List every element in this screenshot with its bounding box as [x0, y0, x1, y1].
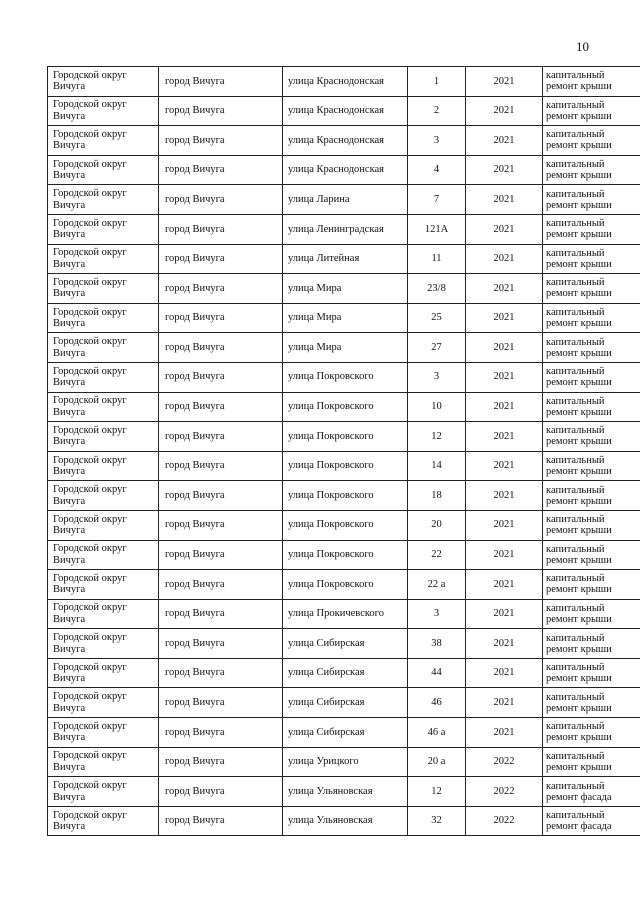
house-number-cell: 121А [408, 214, 466, 244]
street-cell: улица Покровского [283, 481, 408, 511]
year-cell: 2022 [466, 747, 543, 777]
municipality-cell: Городской округ Вичуга [48, 185, 159, 215]
work-type-cell: капитальный ремонт крыши [543, 570, 640, 600]
street-cell: улица Покровского [283, 540, 408, 570]
work-type-cell: капитальный ремонт крыши [543, 96, 640, 126]
city-cell: город Вичуга [159, 688, 283, 718]
work-type-cell: капитальный ремонт крыши [543, 688, 640, 718]
year-cell: 2021 [466, 362, 543, 392]
city-cell: город Вичуга [159, 185, 283, 215]
street-cell: улица Мира [283, 303, 408, 333]
city-cell: город Вичуга [159, 658, 283, 688]
municipality-cell: Городской округ Вичуга [48, 333, 159, 363]
house-number-cell: 27 [408, 333, 466, 363]
repair-schedule-table [47, 66, 640, 836]
street-cell: улица Покровского [283, 510, 408, 540]
house-number-cell: 14 [408, 451, 466, 481]
work-type-cell: капитальный ремонт крыши [543, 274, 640, 304]
table-row [48, 688, 640, 718]
work-type-cell: капитальный ремонт крыши [543, 718, 640, 748]
municipality-cell: Городской округ Вичуга [48, 777, 159, 807]
street-cell: улица Краснодонская [283, 155, 408, 185]
table-row [48, 244, 640, 274]
table-row [48, 155, 640, 185]
work-type-cell: капитальный ремонт крыши [543, 481, 640, 511]
work-type-cell: капитальный ремонт крыши [543, 392, 640, 422]
municipality-cell: Городской округ Вичуга [48, 481, 159, 511]
house-number-cell: 32 [408, 806, 466, 836]
city-cell: город Вичуга [159, 451, 283, 481]
year-cell: 2021 [466, 599, 543, 629]
street-cell: улица Ульяновская [283, 806, 408, 836]
year-cell: 2021 [466, 570, 543, 600]
municipality-cell: Городской округ Вичуга [48, 274, 159, 304]
year-cell: 2021 [466, 451, 543, 481]
year-cell: 2022 [466, 777, 543, 807]
street-cell: улица Сибирская [283, 629, 408, 659]
table-row [48, 67, 640, 97]
table-row [48, 333, 640, 363]
year-cell: 2022 [466, 806, 543, 836]
table-row [48, 540, 640, 570]
house-number-cell: 25 [408, 303, 466, 333]
work-type-cell: капитальный ремонт крыши [543, 333, 640, 363]
table-row [48, 422, 640, 452]
house-number-cell: 22 а [408, 570, 466, 600]
city-cell: город Вичуга [159, 718, 283, 748]
work-type-cell: капитальный ремонт крыши [543, 155, 640, 185]
work-type-cell: капитальный ремонт крыши [543, 540, 640, 570]
work-type-cell: капитальный ремонт фасада [543, 777, 640, 807]
city-cell: город Вичуга [159, 747, 283, 777]
table-row [48, 718, 640, 748]
house-number-cell: 12 [408, 422, 466, 452]
work-type-cell: капитальный ремонт фасада [543, 806, 640, 836]
work-type-cell: капитальный ремонт крыши [543, 362, 640, 392]
year-cell: 2021 [466, 244, 543, 274]
work-type-cell: капитальный ремонт крыши [543, 214, 640, 244]
city-cell: город Вичуга [159, 126, 283, 156]
year-cell: 2021 [466, 688, 543, 718]
table-row [48, 510, 640, 540]
year-cell: 2021 [466, 540, 543, 570]
table-row [48, 214, 640, 244]
house-number-cell: 20 а [408, 747, 466, 777]
table-row [48, 451, 640, 481]
work-type-cell: капитальный ремонт крыши [543, 629, 640, 659]
year-cell: 2021 [466, 629, 543, 659]
city-cell: город Вичуга [159, 806, 283, 836]
house-number-cell: 1 [408, 67, 466, 97]
year-cell: 2021 [466, 303, 543, 333]
year-cell: 2021 [466, 185, 543, 215]
street-cell: улица Ленинградская [283, 214, 408, 244]
city-cell: город Вичуга [159, 422, 283, 452]
table-row [48, 747, 640, 777]
house-number-cell: 10 [408, 392, 466, 422]
street-cell: улица Покровского [283, 451, 408, 481]
street-cell: улица Покровского [283, 362, 408, 392]
municipality-cell: Городской округ Вичуга [48, 422, 159, 452]
city-cell: город Вичуга [159, 362, 283, 392]
table-row [48, 658, 640, 688]
work-type-cell: капитальный ремонт крыши [543, 303, 640, 333]
house-number-cell: 3 [408, 126, 466, 156]
municipality-cell: Городской округ Вичуга [48, 629, 159, 659]
table-row [48, 777, 640, 807]
municipality-cell: Городской округ Вичуга [48, 362, 159, 392]
table-row [48, 96, 640, 126]
city-cell: город Вичуга [159, 274, 283, 304]
city-cell: город Вичуга [159, 777, 283, 807]
house-number-cell: 44 [408, 658, 466, 688]
street-cell: улица Краснодонская [283, 126, 408, 156]
municipality-cell: Городской округ Вичуга [48, 303, 159, 333]
municipality-cell: Городской округ Вичуга [48, 451, 159, 481]
year-cell: 2021 [466, 126, 543, 156]
municipality-cell: Городской округ Вичуга [48, 806, 159, 836]
house-number-cell: 3 [408, 599, 466, 629]
table-row [48, 806, 640, 836]
municipality-cell: Городской округ Вичуга [48, 67, 159, 97]
work-type-cell: капитальный ремонт крыши [543, 658, 640, 688]
work-type-cell: капитальный ремонт крыши [543, 599, 640, 629]
municipality-cell: Городской округ Вичуга [48, 747, 159, 777]
work-type-cell: капитальный ремонт крыши [543, 244, 640, 274]
year-cell: 2021 [466, 718, 543, 748]
year-cell: 2021 [466, 510, 543, 540]
table-body [48, 67, 640, 836]
table-row [48, 126, 640, 156]
house-number-cell: 22 [408, 540, 466, 570]
table-row [48, 629, 640, 659]
street-cell: улица Краснодонская [283, 67, 408, 97]
street-cell: улица Покровского [283, 392, 408, 422]
work-type-cell: капитальный ремонт крыши [543, 747, 640, 777]
street-cell: улица Прокичевского [283, 599, 408, 629]
municipality-cell: Городской округ Вичуга [48, 510, 159, 540]
city-cell: город Вичуга [159, 333, 283, 363]
house-number-cell: 2 [408, 96, 466, 126]
street-cell: улица Покровского [283, 422, 408, 452]
table-row [48, 481, 640, 511]
table-row [48, 274, 640, 304]
house-number-cell: 4 [408, 155, 466, 185]
city-cell: город Вичуга [159, 481, 283, 511]
house-number-cell: 46 [408, 688, 466, 718]
year-cell: 2021 [466, 481, 543, 511]
table-row [48, 303, 640, 333]
street-cell: улица Ульяновская [283, 777, 408, 807]
street-cell: улица Краснодонская [283, 96, 408, 126]
street-cell: улица Сибирская [283, 658, 408, 688]
municipality-cell: Городской округ Вичуга [48, 570, 159, 600]
street-cell: улица Урицкого [283, 747, 408, 777]
city-cell: город Вичуга [159, 629, 283, 659]
house-number-cell: 7 [408, 185, 466, 215]
municipality-cell: Городской округ Вичуга [48, 688, 159, 718]
work-type-cell: капитальный ремонт крыши [543, 510, 640, 540]
house-number-cell: 38 [408, 629, 466, 659]
municipality-cell: Городской округ Вичуга [48, 540, 159, 570]
table-row [48, 392, 640, 422]
municipality-cell: Городской округ Вичуга [48, 244, 159, 274]
house-number-cell: 20 [408, 510, 466, 540]
work-type-cell: капитальный ремонт крыши [543, 422, 640, 452]
city-cell: город Вичуга [159, 303, 283, 333]
city-cell: город Вичуга [159, 570, 283, 600]
year-cell: 2021 [466, 155, 543, 185]
city-cell: город Вичуга [159, 540, 283, 570]
street-cell: улица Мира [283, 274, 408, 304]
table-row [48, 599, 640, 629]
city-cell: город Вичуга [159, 67, 283, 97]
municipality-cell: Городской округ Вичуга [48, 599, 159, 629]
city-cell: город Вичуга [159, 155, 283, 185]
municipality-cell: Городской округ Вичуга [48, 155, 159, 185]
table-row [48, 362, 640, 392]
street-cell: улица Сибирская [283, 718, 408, 748]
street-cell: улица Покровского [283, 570, 408, 600]
year-cell: 2021 [466, 392, 543, 422]
house-number-cell: 23/8 [408, 274, 466, 304]
municipality-cell: Городской округ Вичуга [48, 96, 159, 126]
year-cell: 2021 [466, 422, 543, 452]
house-number-cell: 46 а [408, 718, 466, 748]
municipality-cell: Городской округ Вичуга [48, 658, 159, 688]
year-cell: 2021 [466, 658, 543, 688]
municipality-cell: Городской округ Вичуга [48, 126, 159, 156]
year-cell: 2021 [466, 96, 543, 126]
city-cell: город Вичуга [159, 599, 283, 629]
year-cell: 2021 [466, 214, 543, 244]
city-cell: город Вичуга [159, 96, 283, 126]
work-type-cell: капитальный ремонт крыши [543, 185, 640, 215]
work-type-cell: капитальный ремонт крыши [543, 67, 640, 97]
municipality-cell: Городской округ Вичуга [48, 214, 159, 244]
house-number-cell: 3 [408, 362, 466, 392]
work-type-cell: капитальный ремонт крыши [543, 451, 640, 481]
street-cell: улица Литейная [283, 244, 408, 274]
page-number: 10 [576, 39, 589, 54]
city-cell: город Вичуга [159, 510, 283, 540]
year-cell: 2021 [466, 333, 543, 363]
house-number-cell: 18 [408, 481, 466, 511]
year-cell: 2021 [466, 67, 543, 97]
city-cell: город Вичуга [159, 214, 283, 244]
city-cell: город Вичуга [159, 244, 283, 274]
street-cell: улица Мира [283, 333, 408, 363]
work-type-cell: капитальный ремонт крыши [543, 126, 640, 156]
city-cell: город Вичуга [159, 392, 283, 422]
table-row [48, 570, 640, 600]
municipality-cell: Городской округ Вичуга [48, 718, 159, 748]
house-number-cell: 11 [408, 244, 466, 274]
street-cell: улица Сибирская [283, 688, 408, 718]
street-cell: улица Ларина [283, 185, 408, 215]
house-number-cell: 12 [408, 777, 466, 807]
year-cell: 2021 [466, 274, 543, 304]
table-row [48, 185, 640, 215]
municipality-cell: Городской округ Вичуга [48, 392, 159, 422]
